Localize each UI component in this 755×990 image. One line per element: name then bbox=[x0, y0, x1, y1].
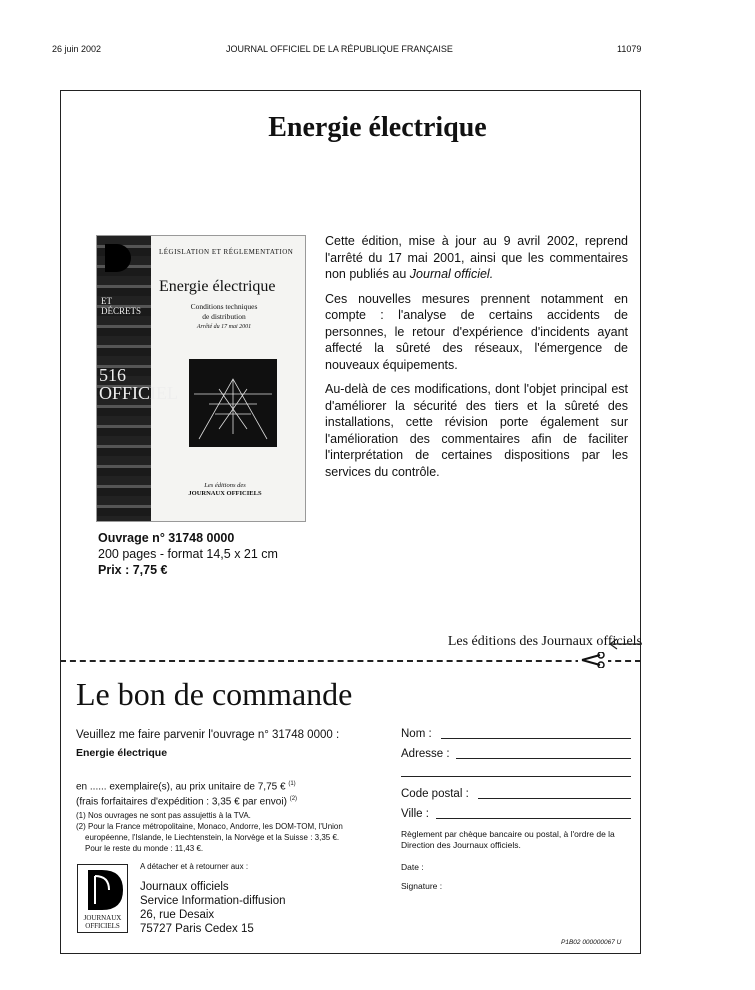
product-format: 200 pages - format 14,5 x 21 cm bbox=[98, 547, 278, 561]
cover-publisher: Les éditions des JOURNAUX OFFICIELS bbox=[188, 482, 262, 497]
product-price: Prix : 7,75 € bbox=[98, 563, 168, 577]
page-date: 26 juin 2002 bbox=[52, 44, 102, 54]
cover-title: Energie électrique bbox=[159, 278, 276, 295]
cut-line bbox=[60, 660, 641, 662]
desc-paragraph-2: Ces nouvelles mesures prennent notamment en compte : l'analyse de certains accidents de personnes, le retour d'expérience d'incidents ayant affecté la sûreté des réseaux, l'émergence de nouveaux équipements. bbox=[325, 291, 628, 372]
ville-field[interactable] bbox=[436, 818, 631, 819]
return-address: Journaux officiels Service Information-diffusion 26, rue Desaix 75727 Paris Cedex 15 bbox=[140, 881, 286, 935]
spine-logo-icon bbox=[105, 244, 131, 272]
code-postal-label: Code postal : bbox=[401, 788, 469, 800]
spine-big-text: 516 OFFICIEL bbox=[99, 365, 179, 403]
nom-field[interactable] bbox=[441, 738, 631, 739]
spine-small-text: ET DÉCRETS bbox=[101, 296, 142, 316]
footnotes: (1) Nos ouvrages ne sont pas assujettis à la TVA. (2) Pour la France métropolitaine, Monaco, Andorre, les DOM-TOM, l'Union européenne, l'Islande, le Liechtenstein, la Norvège et la Suisse : 3,35 €. Pour le reste du monde : 11,43 €. bbox=[76, 811, 343, 853]
payment-instruction: Règlement par chèque bancaire ou postal, à l'ordre de la Direction des Journaux officiels. bbox=[401, 829, 615, 850]
detach-instruction: A détacher et à retourner aux : bbox=[140, 862, 249, 871]
order-quantity: en ...... exemplaire(s), au prix unitaire de 7,75 € $^{(1)}$ (frais forfaitaires d'expédition : 3,35 € par envoi) $^{(2)}$ bbox=[76, 781, 298, 808]
journaux-officiels-logo: JOURNAUX OFFICIELS bbox=[77, 864, 128, 933]
book-spine bbox=[97, 236, 179, 521]
arrow-left-icon bbox=[608, 637, 642, 655]
adresse-field[interactable] bbox=[456, 758, 631, 759]
product-info bbox=[98, 530, 278, 578]
signature-label: Signature : bbox=[401, 881, 443, 891]
publisher-signature: Les éditions des Journaux officiels bbox=[447, 634, 642, 649]
scissors-icon bbox=[578, 652, 608, 673]
cover-series: LÉGISLATION ET RÉGLEMENTATION bbox=[159, 248, 294, 256]
ad-description bbox=[325, 233, 628, 488]
nom-label: Nom : bbox=[401, 728, 432, 740]
date-label: Date : bbox=[401, 862, 424, 872]
book-cover-image bbox=[96, 235, 306, 522]
adresse-field-2[interactable] bbox=[401, 776, 631, 777]
desc-paragraph-3: Au-delà de ces modifications, dont l'objet principal est d'améliorer la sécurité des tiers et la sûreté des installations, cette révision porte également sur l'amélioration des commentaires afin de faciliter l'interprétation de certaines dispositions par les services du contrôle. bbox=[325, 382, 628, 479]
page-number: 11079 bbox=[617, 44, 642, 54]
code-postal-field[interactable] bbox=[478, 798, 631, 799]
ad-title: Energie électrique bbox=[268, 112, 487, 143]
ville-label: Ville : bbox=[401, 808, 429, 820]
order-request: Veuillez me faire parvenir l'ouvrage n° 31748 0000 : bbox=[76, 729, 340, 741]
adresse-label: Adresse : bbox=[401, 748, 450, 760]
order-form-title: Le bon de commande bbox=[76, 676, 353, 712]
quantity-line: en ...... exemplaire(s), au prix unitaire de 7,75 € bbox=[76, 781, 286, 793]
journal-title: JOURNAL OFFICIEL DE LA RÉPUBLIQUE FRANÇAISE bbox=[226, 44, 453, 54]
cover-subtitle: Conditions techniques de distribution Arrêté du 17 mai 2001 bbox=[190, 302, 258, 330]
order-item: Energie électrique bbox=[76, 747, 168, 759]
desc-paragraph-1: Cette édition, mise à jour au 9 avril 2002, reprend l'arrêté du 17 mai 2001, ainsi que les commentaires non publiés au Journal officiel. bbox=[325, 234, 628, 281]
reference-code: P1B02 000000067 U bbox=[561, 939, 622, 946]
cover-photo-icon bbox=[189, 359, 277, 447]
product-number: Ouvrage n° 31748 0000 bbox=[98, 531, 235, 545]
shipping-line: (frais forfaitaires d'expédition : 3,35 € par envoi) bbox=[76, 796, 287, 808]
